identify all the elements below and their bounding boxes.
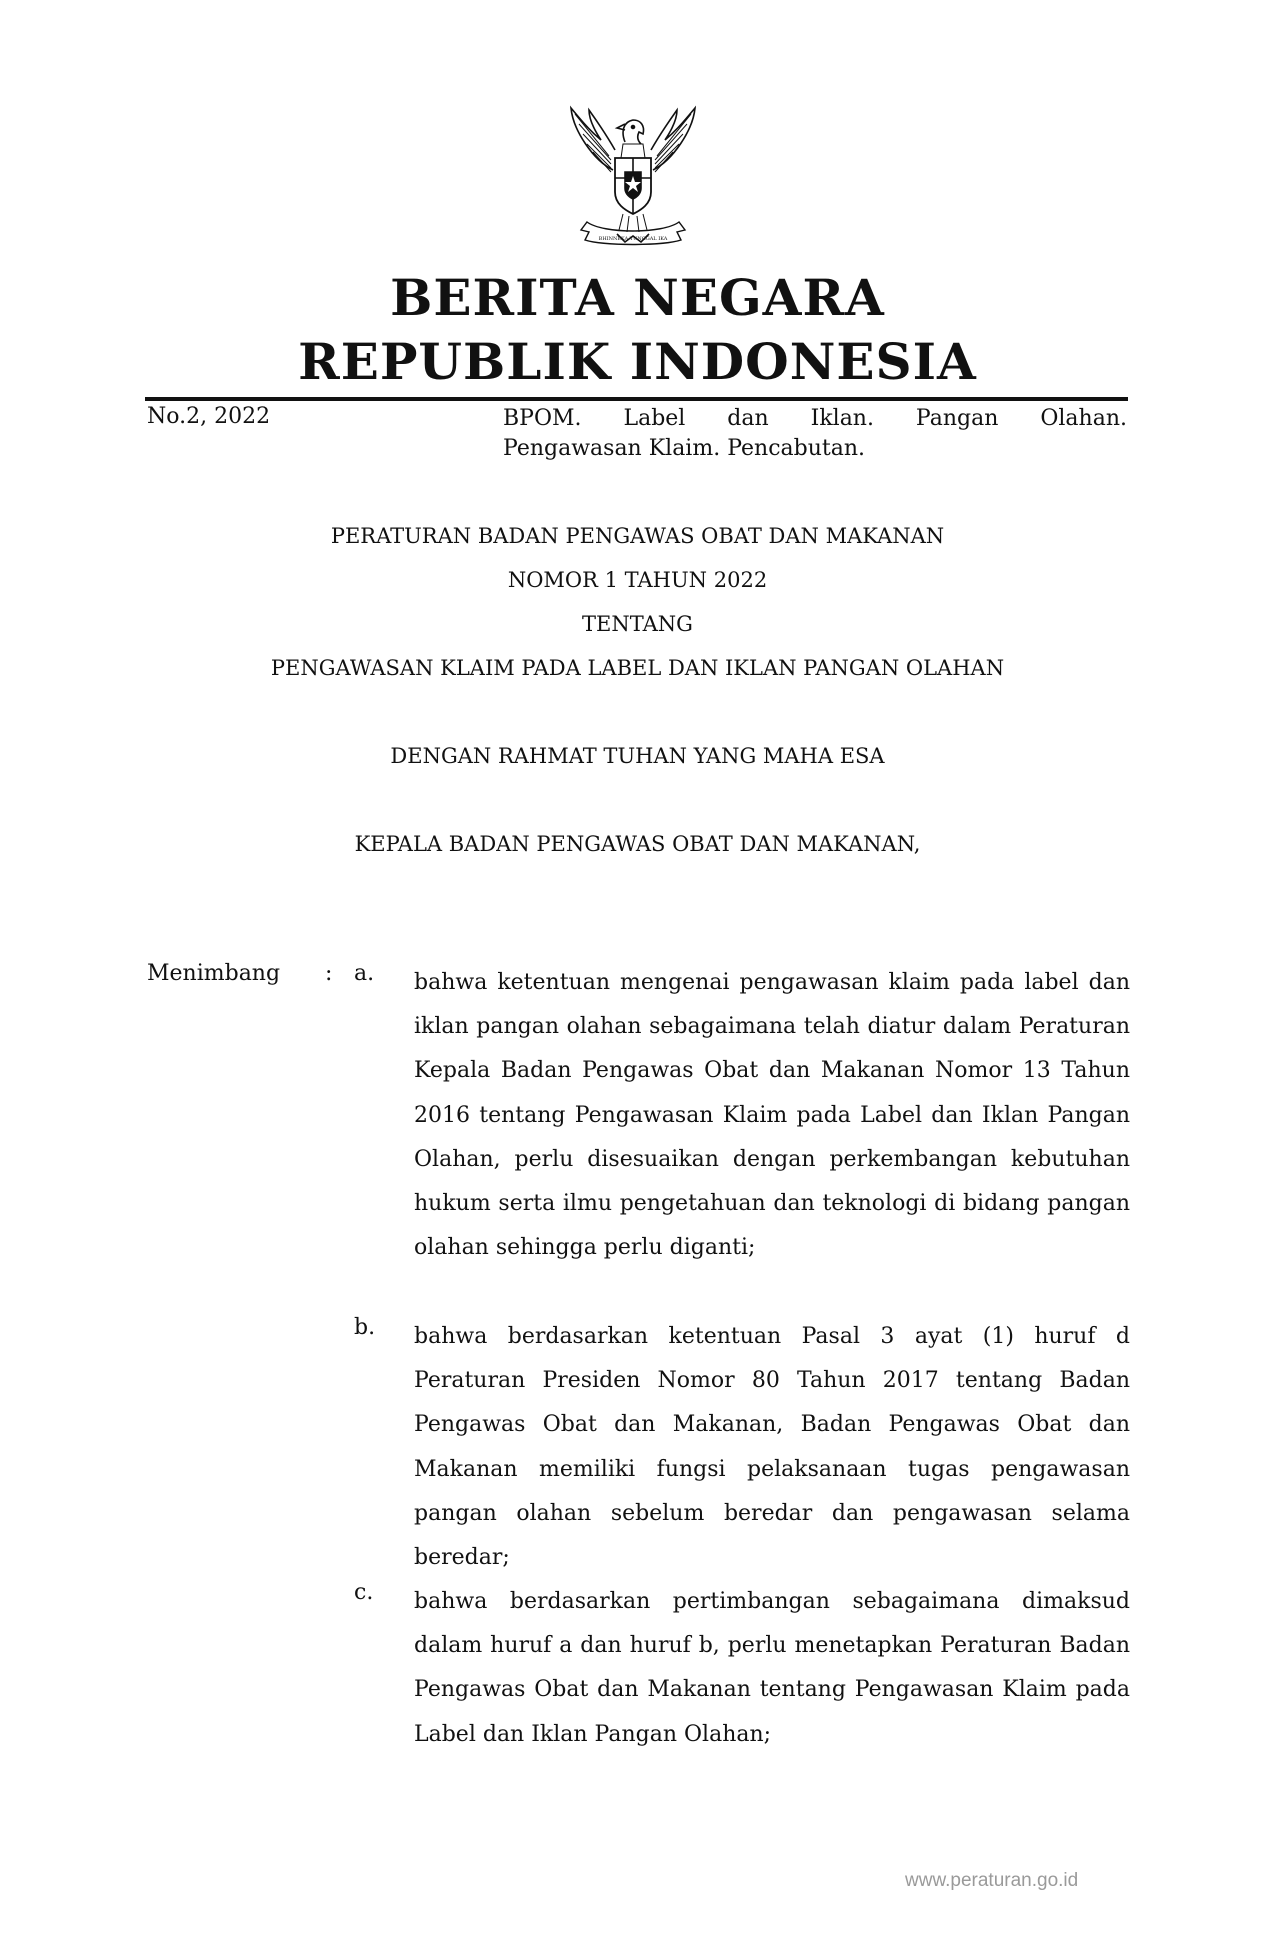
item-letter: a. bbox=[354, 961, 375, 986]
issue-topics-line1: BPOM. Label dan Iklan. Pangan Olahan. bbox=[503, 406, 1127, 431]
issue-number: No.2, 2022 bbox=[147, 404, 271, 429]
considering-label: Menimbang bbox=[147, 961, 281, 986]
footer-url-link[interactable]: www.peraturan.go.id bbox=[905, 1870, 1079, 1891]
invocation: DENGAN RAHMAT TUHAN YANG MAHA ESA bbox=[390, 744, 885, 768]
item-letter: b. bbox=[354, 1315, 376, 1340]
item-letter: c. bbox=[354, 1580, 374, 1605]
item-text: bahwa berdasarkan ketentuan Pasal 3 ayat (1) huruf d Peraturan Presiden Nomor 80 Tahun 2017 tentang Badan Pengawas Obat dan Makanan, Badan Pengawas Obat dan Makanan memiliki fungsi pelaksanaan tugas pengawasan pangan olahan sebelum beredar dan pengawasan selama beredar; bbox=[414, 1324, 1130, 1571]
issue-topics bbox=[503, 404, 1127, 464]
regulation-about: TENTANG bbox=[582, 612, 693, 636]
masthead-title-line1: BERITA NEGARA bbox=[390, 268, 885, 327]
item-text: bahwa berdasarkan pertimbangan sebagaimana dimaksud dalam huruf a dan huruf b, perlu menetapkan Peraturan Badan Pengawas Obat dan Makanan tentang Pengawasan Klaim pada Label dan Iklan Pangan Olahan; bbox=[414, 1589, 1130, 1747]
masthead-title-line2: REPUBLIK INDONESIA bbox=[298, 332, 977, 391]
regulation-number: NOMOR 1 TAHUN 2022 bbox=[507, 568, 768, 592]
issue-topics-line2: Pengawasan Klaim. Pencabutan. bbox=[503, 436, 866, 461]
regulation-title: PERATURAN BADAN PENGAWAS OBAT DAN MAKANAN bbox=[330, 524, 945, 548]
garuda-emblem-icon bbox=[553, 100, 713, 260]
issuer: KEPALA BADAN PENGAWAS OBAT DAN MAKANAN, bbox=[354, 832, 921, 856]
considering-colon: : bbox=[325, 961, 333, 986]
regulation-subject: PENGAWASAN KLAIM PADA LABEL DAN IKLAN PANGAN OLAHAN bbox=[270, 656, 1005, 680]
masthead-divider bbox=[145, 397, 1128, 401]
svg-text:BHINNEKA TUNGGAL IKA: BHINNEKA TUNGGAL IKA bbox=[598, 236, 668, 242]
item-text: bahwa ketentuan mengenai pengawasan klaim pada label dan iklan pangan olahan sebagaimana telah diatur dalam Peraturan Kepala Badan Pengawas Obat dan Makanan Nomor 13 Tahun 2016 tentang Pengawasan Klaim pada Label dan Iklan Pangan Olahan, perlu disesuaikan dengan perkembangan kebutuhan hukum serta ilmu pengetahuan dan teknologi di bidang pangan olahan sehingga perlu diganti; bbox=[414, 970, 1130, 1261]
